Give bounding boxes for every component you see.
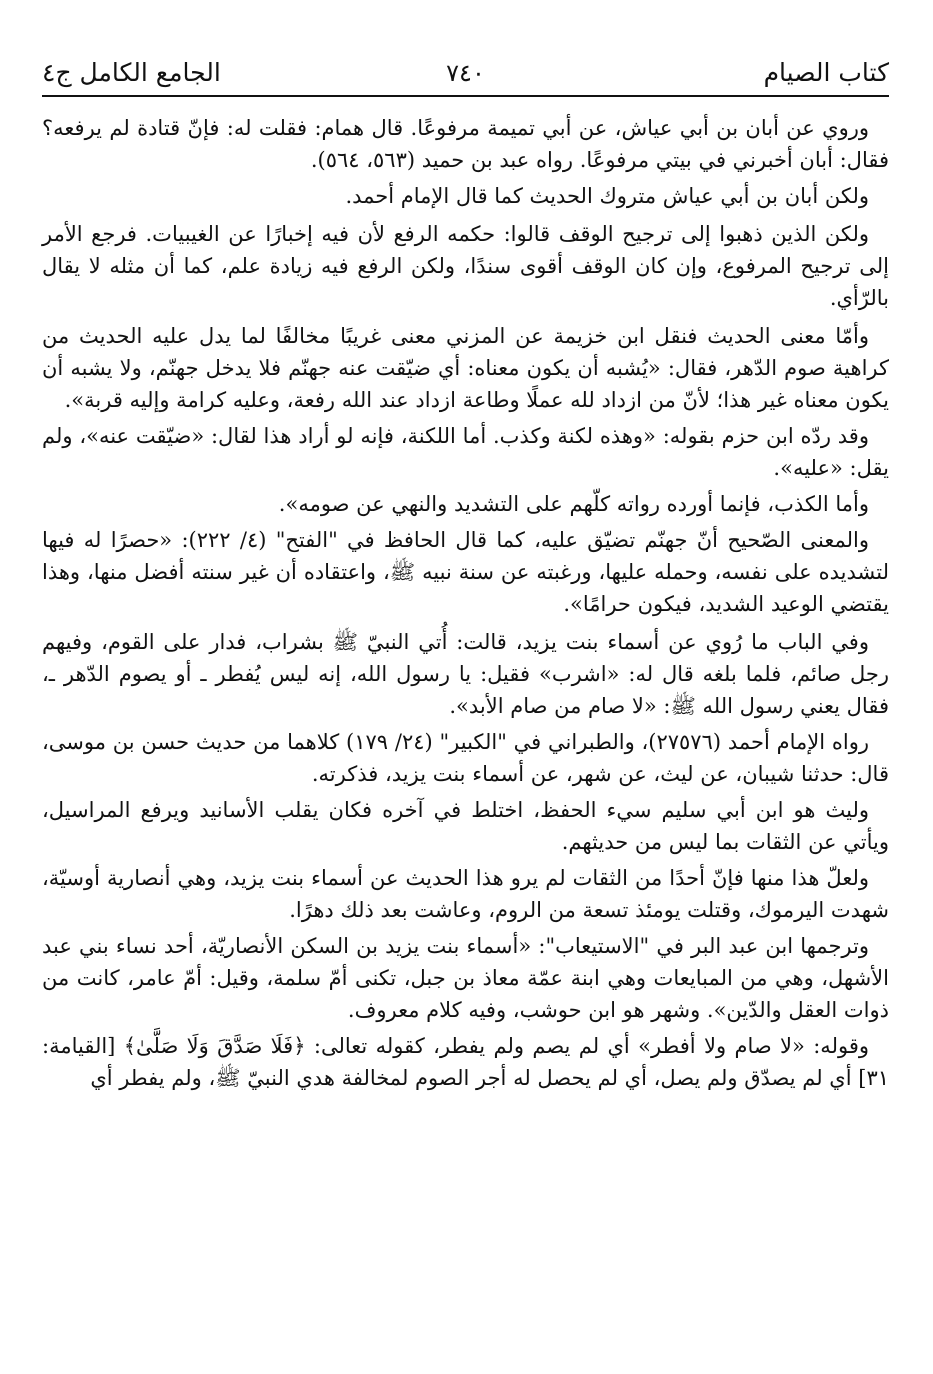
paragraph: وأمّا معنى الحديث فنقل ابن خزيمة عن المزني معنى غريبًا مخالفًا لما يدل عليه الحديث من كراهية صوم الدّهر، فقال: «يُشبه أن يكون معناه: أي ضيّقت عنه جهنّم فلا يدخل جهنّم، ولا يشبه أن يكون معناه غير هذا؛ لأنّ من ازداد لله عملًا وطاعة ازداد عند الله رفعة، وعليه كرامة وإليه قربة». xyxy=(42,324,889,412)
page-body xyxy=(42,112,889,1098)
paragraph: ولكن الذين ذهبوا إلى ترجيح الوقف قالوا: حكمه الرفع لأن فيه إخبارًا عن الغيبيات. فرجع الأمر إلى ترجيح المرفوع، وإن كان الوقف أقوى سندًا، ولكن الرفع فيه زيادة علم، كما أن مثله لا يقال بالرّأي. xyxy=(42,222,889,310)
book-title: كتاب الصيام xyxy=(763,58,889,87)
paragraph: وقوله: «لا صام ولا أفطر» أي لم يصم ولم يفطر، كقوله تعالى: ﴿فَلَا صَدَّقَ وَلَا صَلَّىٰ﴾ [القيامة: ٣١] أي لم يصدّق ولم يصل، أي لم يحصل له أجر الصوم لمخالفة هدي النبيّ ﷺ، ولم يفطر أي xyxy=(42,1034,889,1090)
paragraph: وأما الكذب، فإنما أورده رواته كلّهم على التشديد والنهي عن صومه». xyxy=(278,492,869,516)
paragraph: وليث هو ابن أبي سليم سيء الحفظ، اختلط في آخره فكان يقلب الأسانيد ويرفع المراسيل، ويأتي عن الثقات بما ليس من حديثهم. xyxy=(42,798,889,854)
volume-title: الجامع الكامل ج٤ xyxy=(42,58,221,87)
paragraph: وقد ردّه ابن حزم بقوله: «وهذه لكنة وكذب. أما اللكنة، فإنه لو أراد هذا لقال: «ضيّقت عنه»، ولم يقل: «عليه». xyxy=(42,424,889,480)
paragraph: وفي الباب ما رُوي عن أسماء بنت يزيد، قالت: أُتي النبيّ ﷺ بشراب، فدار على القوم، وفيهم رجل صائم، فلما بلغه قال له: «اشرب» فقيل: يا رسول الله، إنه ليس يُفطر ـ أو يصوم الدّهر ـ، فقال يعني رسول الله ﷺ: «لا صام من صام الأبد». xyxy=(42,630,890,718)
paragraph: رواه الإمام أحمد (٢٧٥٧٦)، والطبراني في "الكبير" (٢٤/ ١٧٩) كلاهما من حديث حسن بن موسى، قال: حدثنا شيبان، عن ليث، عن شهر، عن أسماء بنت يزيد، فذكرته. xyxy=(42,730,889,786)
paragraph: والمعنى الصّحيح أنّ جهنّم تضيّق عليه، كما قال الحافظ في "الفتح" (٤/ ٢٢٢): «حصرًا له فيها لتشديده على نفسه، وحمله عليها، ورغبته عن سنة نبيه ﷺ، واعتقاده أن غير سنته أفضل منها، وهذا يقتضي الوعيد الشديد، فيكون حرامًا». xyxy=(42,528,889,616)
paragraph: وترجمها ابن عبد البر في "الاستيعاب": «أسماء بنت يزيد بن السكن الأنصاريّة، أحد نساء بني عبد الأشهل، وهي من المبايعات وهي ابنة عمّة معاذ بن جبل، تكنى أمّ سلمة، وقيل: أمّ عامر، كانت من ذوات العقل والدّين». وشهر هو ابن حوشب، وفيه كلام معروف. xyxy=(42,934,889,1022)
paragraph: وروي عن أبان بن أبي عياش، عن أبي تميمة مرفوعًا. قال همام: فقلت له: فإنّ قتادة لم يرفعه؟ فقال: أبان أخبرني في بيتي مرفوعًا. رواه عبد بن حميد (٥٦٣، ٥٦٤). xyxy=(42,116,889,172)
paragraph: ولكن أبان بن أبي عياش متروك الحديث كما قال الإمام أحمد. xyxy=(345,184,869,208)
header-divider xyxy=(42,95,889,97)
page-header xyxy=(42,52,889,98)
page-number: ٧٤٠ xyxy=(446,59,485,87)
paragraph: ولعلّ هذا منها فإنّ أحدًا من الثقات لم يرو هذا الحديث عن أسماء بنت يزيد، وهي أنصارية أوسيّة، شهدت اليرموك، وقتلت يومئذ تسعة من الروم، وعاشت بعد ذلك دهرًا. xyxy=(42,866,889,922)
